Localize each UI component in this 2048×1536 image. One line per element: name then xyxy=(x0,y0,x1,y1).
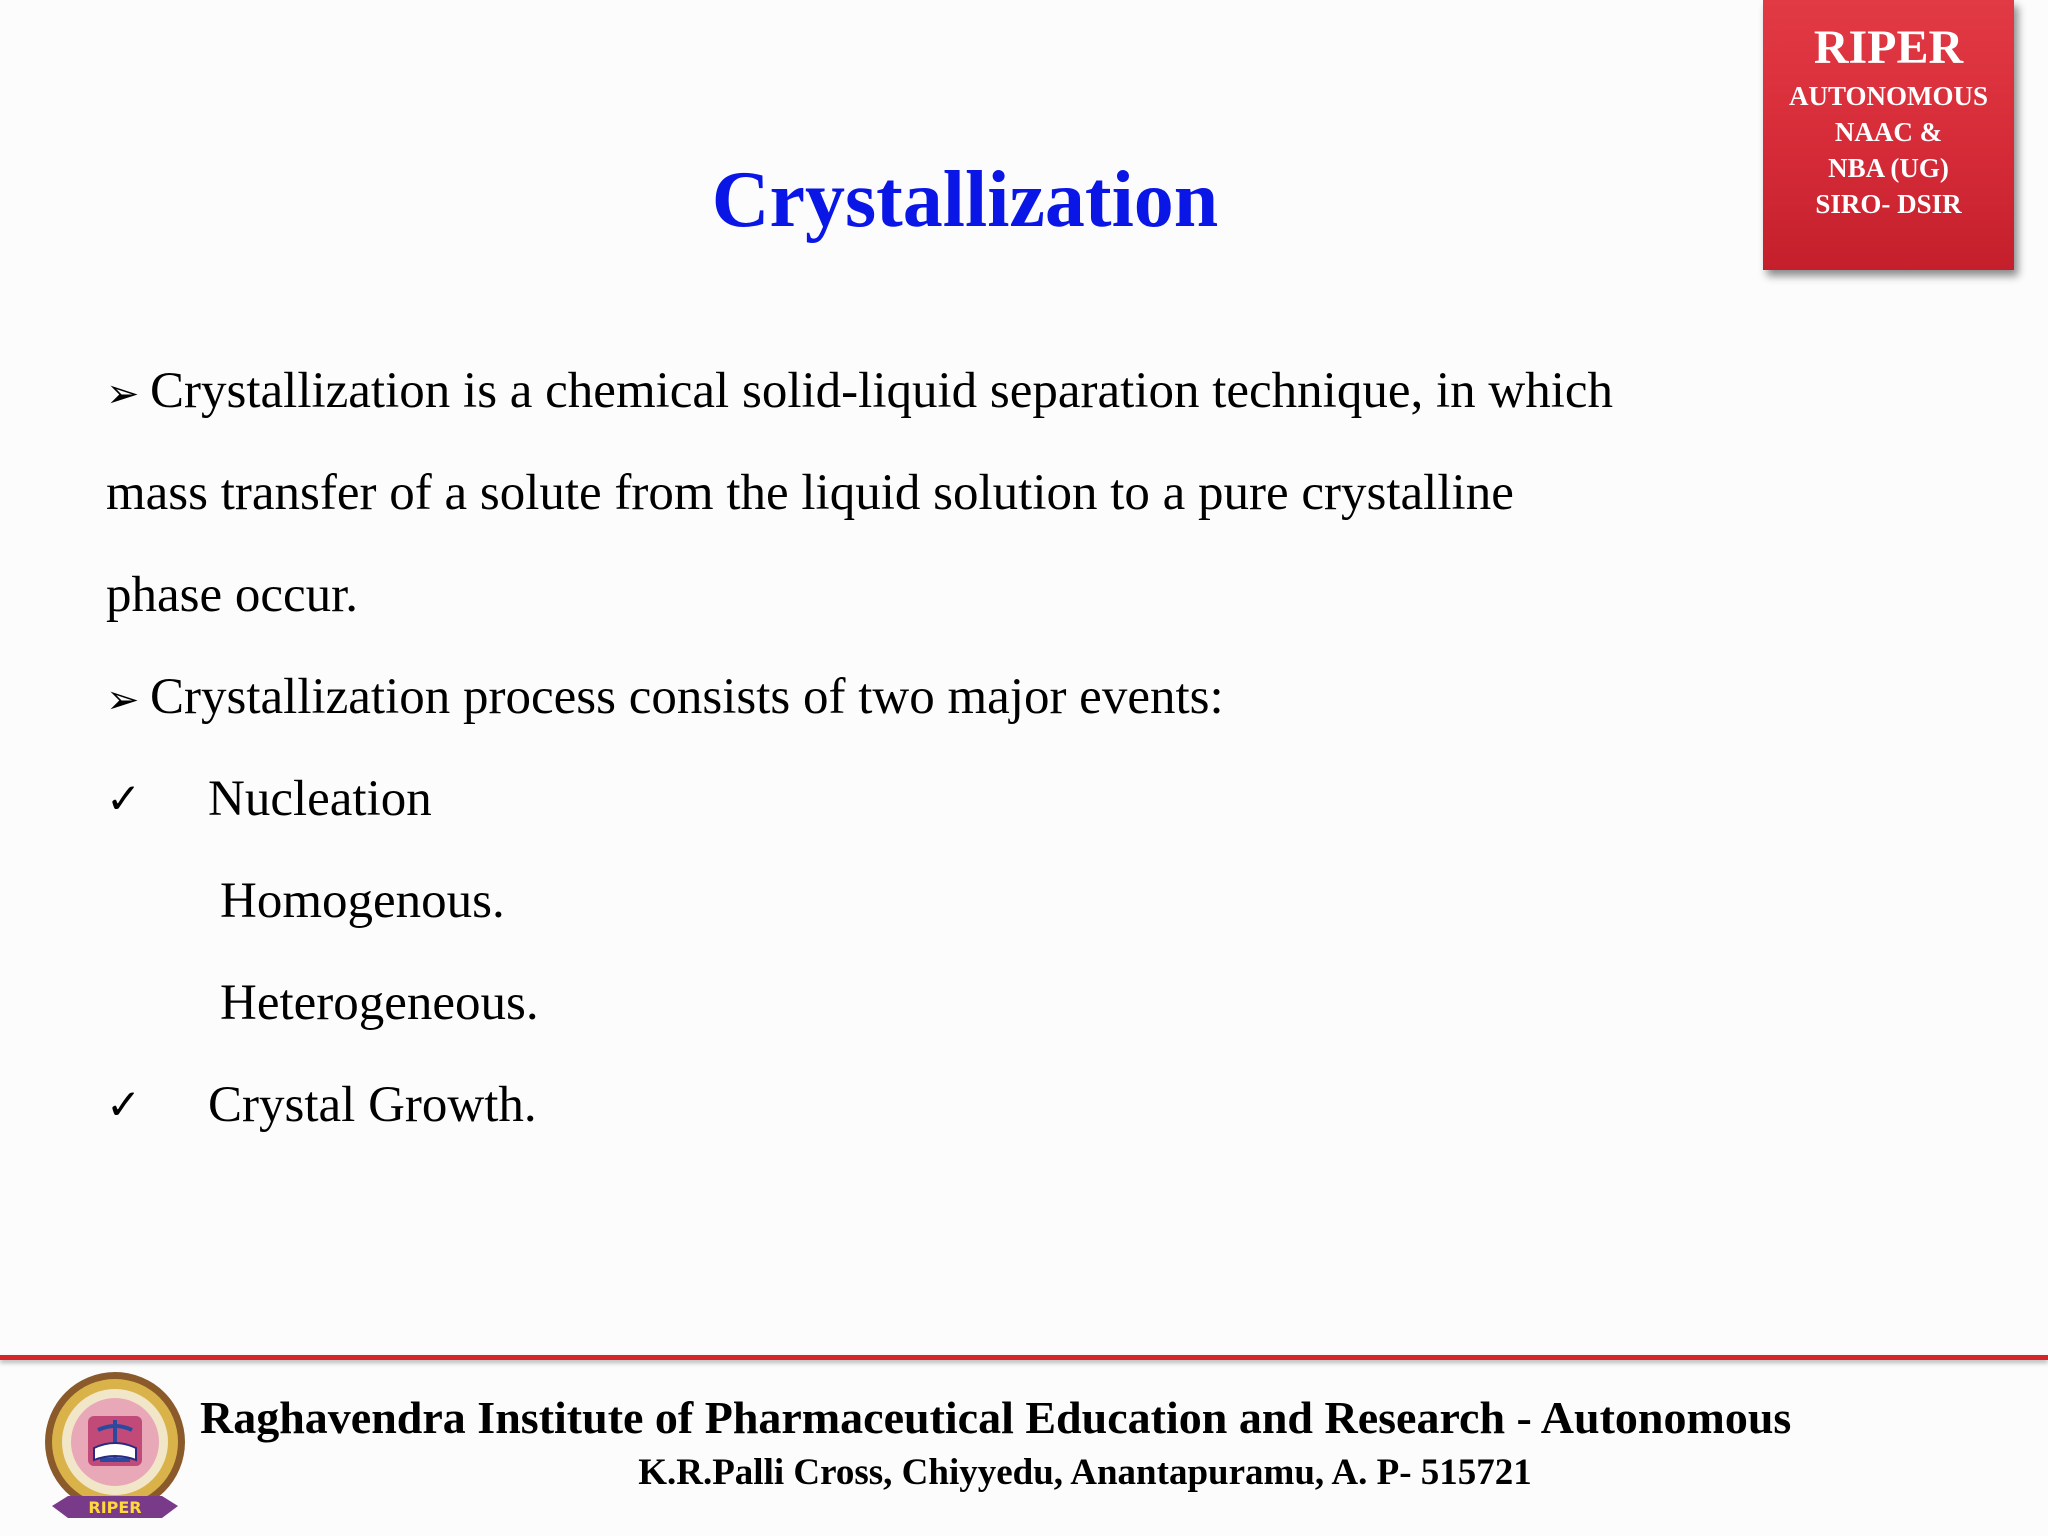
footer-divider xyxy=(0,1355,2048,1360)
paragraph-text: Crystallization is a chemical solid-liquid separation technique, in which xyxy=(150,363,1614,419)
event-item xyxy=(106,1054,1806,1156)
event-subitem: Heterogeneous. xyxy=(220,975,539,1031)
institute-address: K.R.Palli Cross, Chiyyedu, Anantapuramu, A. P- 515721 xyxy=(638,1452,1532,1493)
logo-banner-text: RIPER xyxy=(88,1498,142,1517)
bullet-line xyxy=(106,340,1806,442)
badge-line: SIRO- DSIR xyxy=(1815,189,1962,219)
badge-line: NBA (UG) xyxy=(1828,153,1949,183)
slide-title: Crystallization xyxy=(711,156,1219,244)
arrow-bullet-icon: ➢ xyxy=(106,677,140,723)
paragraph-text: Crystallization process consists of two major events: xyxy=(150,669,1224,725)
bullet-line xyxy=(106,646,1806,748)
checkmark-icon: ✓ xyxy=(106,1080,142,1129)
institute-name: Raghavendra Institute of Pharmaceutical Education and Research - Autonomous xyxy=(200,1392,1792,1443)
badge-title: RIPER xyxy=(1813,21,1964,74)
event-label: Crystal Growth. xyxy=(208,1077,537,1133)
event-label: Nucleation xyxy=(208,771,432,827)
badge-line: AUTONOMOUS xyxy=(1788,81,1989,111)
paragraph-line: phase occur. xyxy=(106,567,359,623)
slide-body xyxy=(106,340,1806,1156)
event-subitem: Homogenous. xyxy=(220,873,505,929)
event-item xyxy=(106,748,1806,850)
arrow-bullet-icon: ➢ xyxy=(106,371,140,417)
checkmark-icon: ✓ xyxy=(106,774,142,823)
badge-line: NAAC & xyxy=(1834,117,1943,147)
paragraph-line: mass transfer of a solute from the liquid solution to a pure crystalline xyxy=(106,465,1514,521)
